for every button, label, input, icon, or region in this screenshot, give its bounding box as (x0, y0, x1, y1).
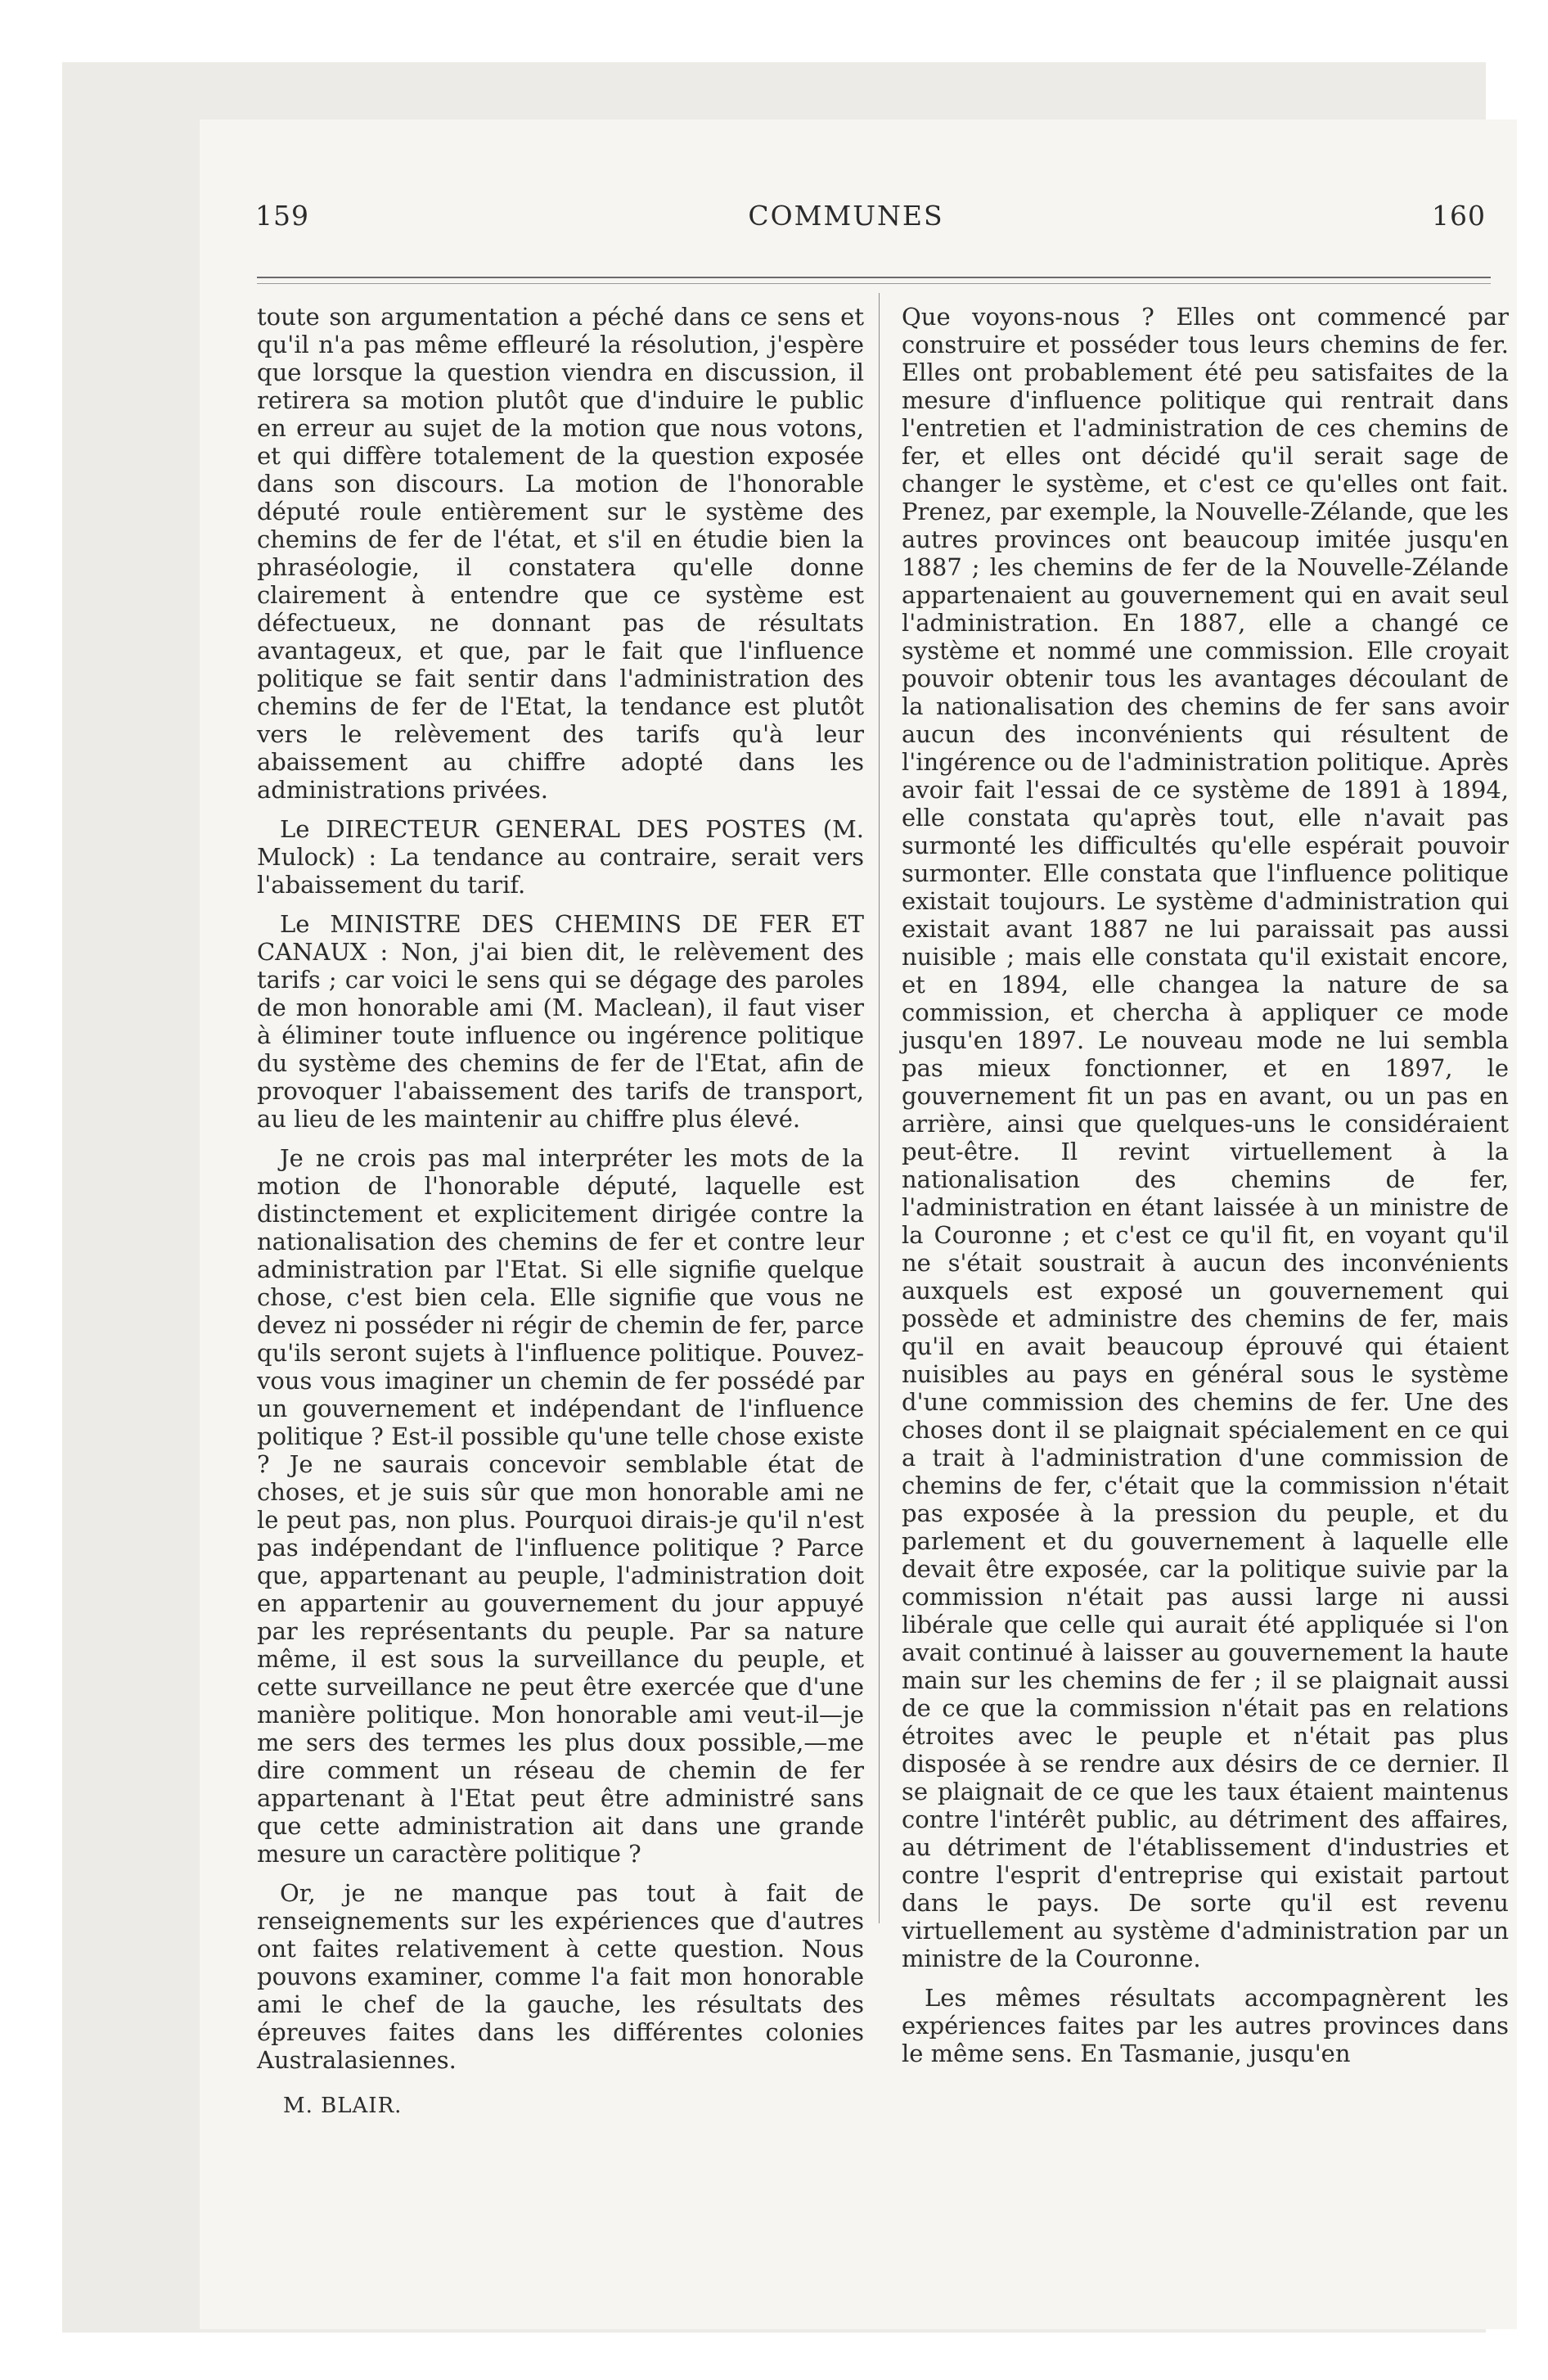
header-rule (257, 277, 1491, 278)
paragraph: Que voyons-nous ? Elles ont commencé par construire et posséder tous leurs chemins de fer. Elles ont probablement été peu satisfaites de la mesure d'influence politique qui rentrait dans l'entretien et l'administration de ces chemins de fer, et elles ont décidé qu'il serait sage de changer le système, et c'est ce qu'elles ont fait. Prenez, par exemple, la Nouvelle-Zélande, que les autres provinces ont beaucoup imitée jusqu'en 1887 ; les chemins de fer de la Nouvelle-Zélande appartenaient au gouvernement qui en avait seul l'administration. En 1887, elle a changé ce système et nommé une commission. Elle croyait pouvoir obtenir tous les avantages découlant de la nationalisation des chemins de fer sans avoir aucun des inconvénients qui résultent de l'ingérence ou de l'administration politique. Après avoir fait l'essai de ce système de 1891 à 1894, elle constata qu'après tout, elle n'avait pas surmonté les difficultés qu'elle espérait pouvoir surmonter. Elle constata que l'influence politique existait toujours. Le système d'administration qui existait avant 1887 ne lui paraissait pas aussi nuisible ; mais elle constata qu'il existait encore, et en 1894, elle changea la nature de sa commission, et chercha à appliquer ce mode jusqu'en 1897. Le nouveau mode ne lui sembla pas mieux fonctionner, et en 1897, le gouvernement fit un pas en avant, ou un pas en arrière, ainsi que quelques-uns le considéraient peut-être. Il revint virtuellement à la nationalisation des chemins de fer, l'administration en étant laissée à un ministre de la Couronne ; et c'est ce qu'il fit, en voyant qu'il ne s'était soustrait à aucun des inconvénients auxquels est exposé un gouvernement qui possède et administre des chemins de fer, mais qu'il en avait beaucoup éprouvé qui étaient nuisibles au pays en général sous le système d'une commission des chemins de fer. Une des choses dont il se plaignait spécialement en ce qui a trait à l'administration d'une commission de chemins de fer, c'était que la commission n'était pas exposée à la pression du peuple, et du parlement et du gouvernement à laquelle elle devait être exposée, car la politique suivie par la commission n'était pas aussi large ni aussi libérale que celle qui aurait été appliquée si l'on avait continué à laisser au gouvernement la haute main sur les chemins de fer ; il se plaignait aussi de ce que la commission n'était pas en relations étroites avec le peuple et n'était pas plus disposée à se rendre aux désirs de ce dernier. Il se plaignait de ce que les taux étaient maintenus contre l'intérêt public, au détriment des affaires, au détriment de l'établissement d'industries et contre l'esprit d'entreprise qui existait partout dans le pays. De sorte qu'il est revenu virtuellement au système d'administration par un ministre de la Couronne. (902, 303, 1509, 1972)
page-header (200, 200, 1492, 249)
paragraph: Le DIRECTEUR GENERAL DES POSTES (M. Mulock) : La tendance au contraire, serait vers l'abaissement du tarif. (257, 815, 864, 899)
running-title: COMMUNES (748, 200, 944, 232)
header-rule-thin (257, 283, 1491, 284)
column-divider (879, 293, 880, 1923)
paragraph: Le MINISTRE DES CHEMINS DE FER ET CANAUX : Non, j'ai bien dit, le relèvement des tarifs ; car voici le sens qui se dégage des paroles de mon honorable ami (M. Maclean), il faut viser à éliminer toute influence ou ingérence politique du système des chemins de fer de l'Etat, afin de provoquer l'abaissement des tarifs de transport, au lieu de les maintenir au chiffre plus élevé. (257, 910, 864, 1133)
paragraph: toute son argumentation a péché dans ce sens et qu'il n'a pas même effleuré la résolution, j'espère que lorsque la question viendra en discussion, il retirera sa motion plutôt que d'induire le public en erreur au sujet de la motion que nous votons, et qui diffère totalement de la question exposée dans son discours. La motion de l'honorable député roule entièrement sur le système des chemins de fer de l'état, et s'il en étudie bien la phraséologie, il constatera qu'elle donne clairement à entendre que ce système est défectueux, ne donnant pas de résultats avantageux, et que, par le fait que l'influence politique se fait sentir dans l'administration des chemins de fer de l'Etat, la tendance est plutôt vers le relèvement des tarifs qu'à leur abaissement au chiffre adopté dans les administrations privées. (257, 303, 864, 804)
paragraph: Je ne crois pas mal interpréter les mots de la motion de l'honorable député, laquelle est distinctement et explicitement dirigée contre la nationalisation des chemins de fer et contre leur administration par l'Etat. Si elle signifie quelque chose, c'est bien cela. Elle signifie que vous ne devez ni posséder ni régir de chemin de fer, parce qu'ils seront sujets à l'influence politique. Pouvez-vous vous imaginer un chemin de fer possédé par un gouvernement et indépendant de l'influence politique ? Est-il possible qu'une telle chose existe ? Je ne saurais concevoir semblable état de choses, et je suis sûr que mon honorable ami ne le peut pas, non plus. Pourquoi dirais-je qu'il n'est pas indépendant de l'influence politique ? Parce que, appartenant au peuple, l'administration doit en appartenir au gouvernement du jour appuyé par les représentants du peuple. Par sa nature même, il est sous la surveillance du peuple, et cette surveillance ne peut être exercée que d'une manière politique. Mon honorable ami veut-il—je me sers des termes les plus doux possible,—me dire comment un réseau de chemin de fer appartenant à l'Etat peut être administré sans que cette administration ait dans une grande mesure un caractère politique ? (257, 1144, 864, 1868)
paragraph: Les mêmes résultats accompagnèrent les expériences faites par les autres provinces dans le même sens. En Tasmanie, jusqu'en (902, 1984, 1509, 2067)
page-number-right: 160 (1432, 200, 1486, 232)
right-column (902, 303, 1509, 2079)
left-column (257, 303, 864, 2120)
paragraph: Or, je ne manque pas tout à fait de renseignements sur les expériences que d'autres ont faites relativement à cette question. Nous pouvons examiner, comme l'a fait mon honorable ami le chef de la gauche, les résultats des épreuves faites dans les différentes colonies Australasiennes. (257, 1879, 864, 2074)
speaker-signature: M. BLAIR. (283, 2094, 403, 2118)
page-number-left: 159 (255, 200, 309, 232)
page-sheet (200, 119, 1517, 2329)
scan-background (62, 62, 1509, 2333)
